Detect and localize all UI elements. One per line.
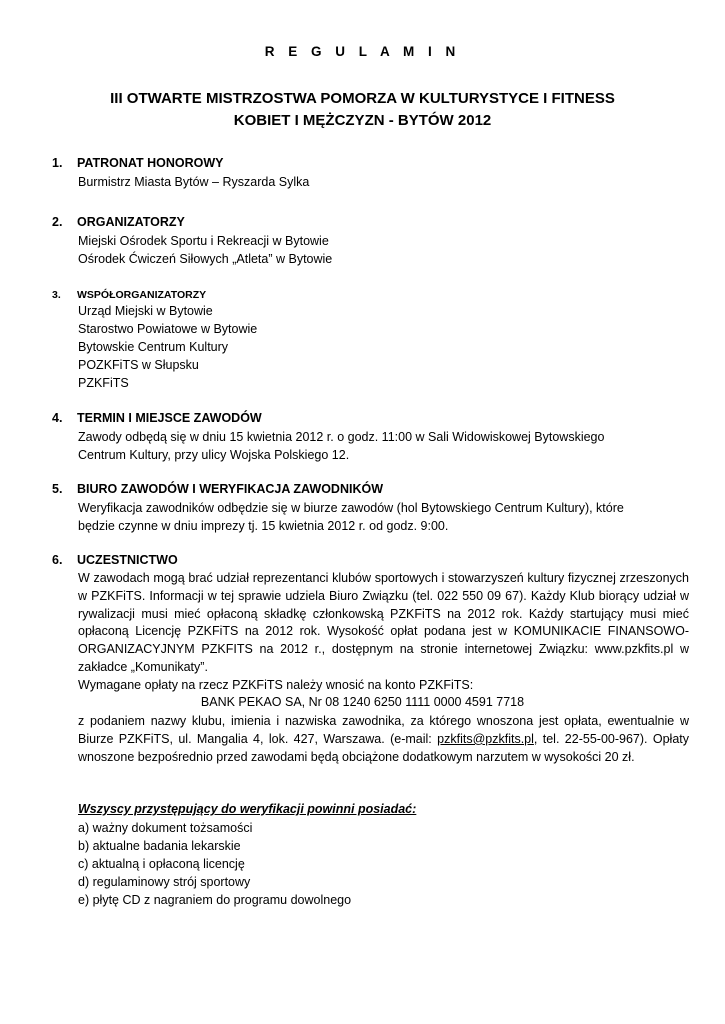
section-line: Urząd Miejski w Bytowie [78,304,213,318]
requirement-item: e) płytę CD z nagraniem do programu dowolnego [78,893,352,907]
bank-account-line: BANK PEKAO SA, Nr 08 1240 6250 1111 0000 4591 7718 [200,695,525,709]
main-title-line-2: KOBIET I MĘŻCZYZN - BYTÓW 2012 [233,112,492,129]
section-heading: PATRONAT HONOROWY [77,156,224,170]
main-title-line-1: III OTWARTE MISTRZOSTWA POMORZA W KULTURYSTYCE I FITNESS [110,90,615,107]
section-line: będzie czynne w dniu imprezy tj. 15 kwietnia 2012 r. od godz. 9:00. [78,519,449,533]
email-link[interactable]: pzkfits@pzkfits.pl [437,731,534,746]
section-line: PZKFiTS [78,376,129,390]
requirement-item: c) aktualną i opłaconą licencję [78,857,245,871]
section-line: Centrum Kultury, przy ulicy Wojska Polskiego 12. [78,448,350,462]
section-line: Starostwo Powiatowe w Bytowie [78,322,258,336]
section-line: Zawody odbędą się w dniu 15 kwietnia 2012 r. o godz. 11:00 w Sali Widowiskowej Bytowskiego [78,430,605,444]
payment-text-end: , tel. 22-55-00-967). Opłaty wnoszone bezpośrednio przed zawodami będą obciążone dodatkowym narzutem w wysokości 20 zł. [78,731,690,764]
section-line: Weryfikacja zawodników odbędzie się w biurze zawodów (hol Bytowskiego Centrum Kultury), które [78,501,624,515]
section-heading: UCZESTNICTWO [77,553,178,567]
requirement-item: a) ważny dokument tożsamości [78,821,253,835]
requirement-item: d) regulaminowy strój sportowy [78,875,251,889]
section-number: 3. [52,289,61,301]
section-heading: WSPÓŁORGANIZATORZY [77,289,207,301]
payment-text-start: z podaniem nazwy klubu, imienia i nazwiska zawodnika, za którego wnoszona jest opłata, ewentualnie w Biurze PZKFiTS, ul. Mangalia 4, lok. 427, Warszawa. (e-mail: [78,714,689,746]
section-number: 5. [52,482,63,496]
section-line: Bytowskie Centrum Kultury [78,340,229,354]
payment-paragraph [78,713,689,766]
section-line: Miejski Ośrodek Sportu i Rekreacji w Bytowie [78,234,329,248]
section-heading: BIURO ZAWODÓW I WERYFIKACJA ZAWODNIKÓW [77,482,383,496]
section-line: Burmistrz Miasta Bytów – Ryszarda Sylka [78,175,310,189]
section-number: 2. [52,215,63,229]
fees-line: Wymagane opłaty na rzecz PZKFiTS należy wnosić na konto PZKFiTS: [78,678,474,692]
section-line: POZKFiTS w Słupsku [78,358,199,372]
main-title [40,88,685,132]
section-number: 6. [52,553,63,567]
section-number: 4. [52,411,63,425]
section-heading: ORGANIZATORZY [77,215,185,229]
participation-paragraph: W zawodach mogą brać udział reprezentanci klubów sportowych i stowarzyszeń kultury fizycznej zrzeszonych w PZKFiTS. Informacji w tej sprawie udziela Biuro Związku (tel. 022 550 09 67). Każdy Klub biorący udział w rywalizacji musi mieć opłaconą składkę członkowską PZKFiTS na 2012 rok. Każdy startujący musi mieć opłaconą Licencję PZKFiTS na 2012 rok. Wysokość opłat podana jest w KOMUNIKACIE FINANSOWO-ORGANIZACYJNYM PZKFITS na 2012 r., dostępnym na stronie internetowej Związku: www.pzkfits.pl w zakładce „Komunikaty”. [78,571,689,674]
section-number: 1. [52,156,63,170]
requirement-item: b) aktualne badania lekarskie [78,839,241,853]
requirements-title: Wszyscy przystępujący do weryfikacji powinni posiadać: [78,802,417,816]
section-heading: TERMIN I MIEJSCE ZAWODÓW [77,411,262,425]
document-title: R E G U L A M I N [264,44,461,59]
section-line: Ośrodek Ćwiczeń Siłowych „Atleta” w Bytowie [78,252,333,266]
